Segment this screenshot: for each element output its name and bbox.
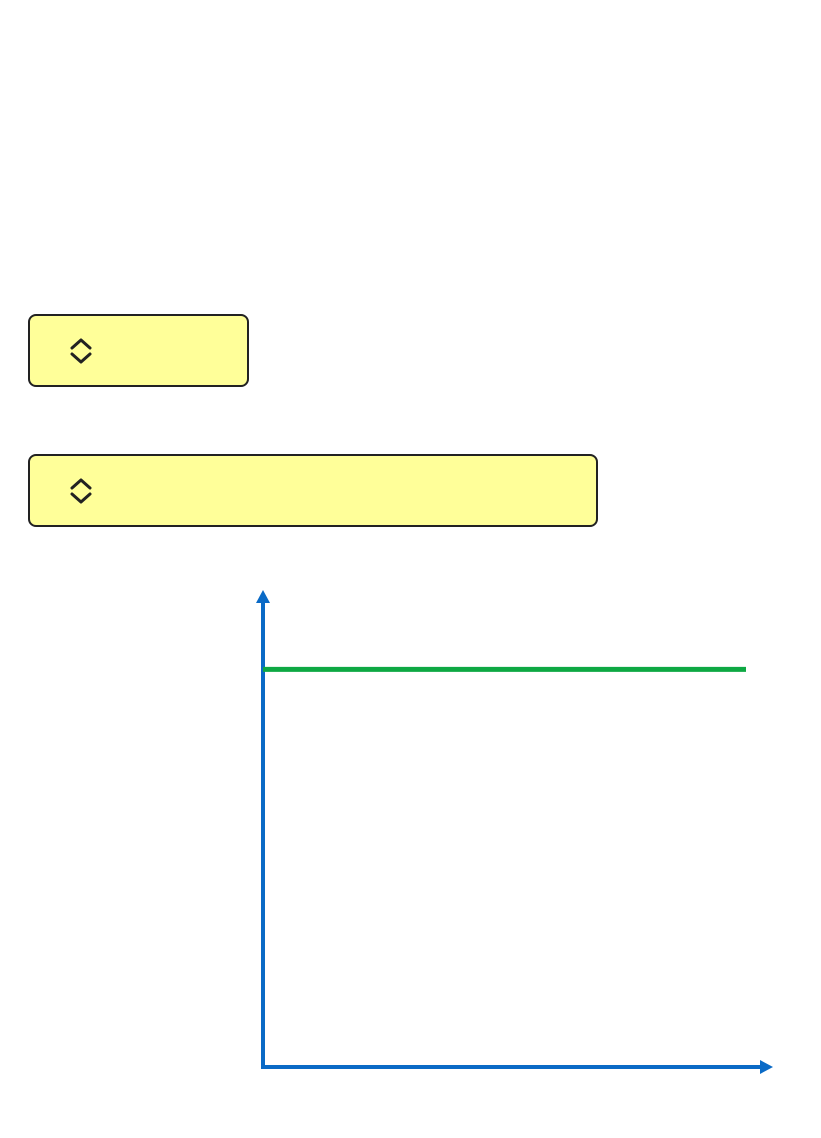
motion-dropdown[interactable] (28, 454, 598, 527)
direction-dropdown[interactable] (28, 314, 249, 387)
up-down-chevron-icon (68, 474, 94, 508)
x-axis-arrowhead (760, 1060, 773, 1074)
y-axis-arrowhead (256, 590, 270, 603)
position-time-graph (0, 570, 821, 1138)
up-down-chevron-icon (68, 334, 94, 368)
